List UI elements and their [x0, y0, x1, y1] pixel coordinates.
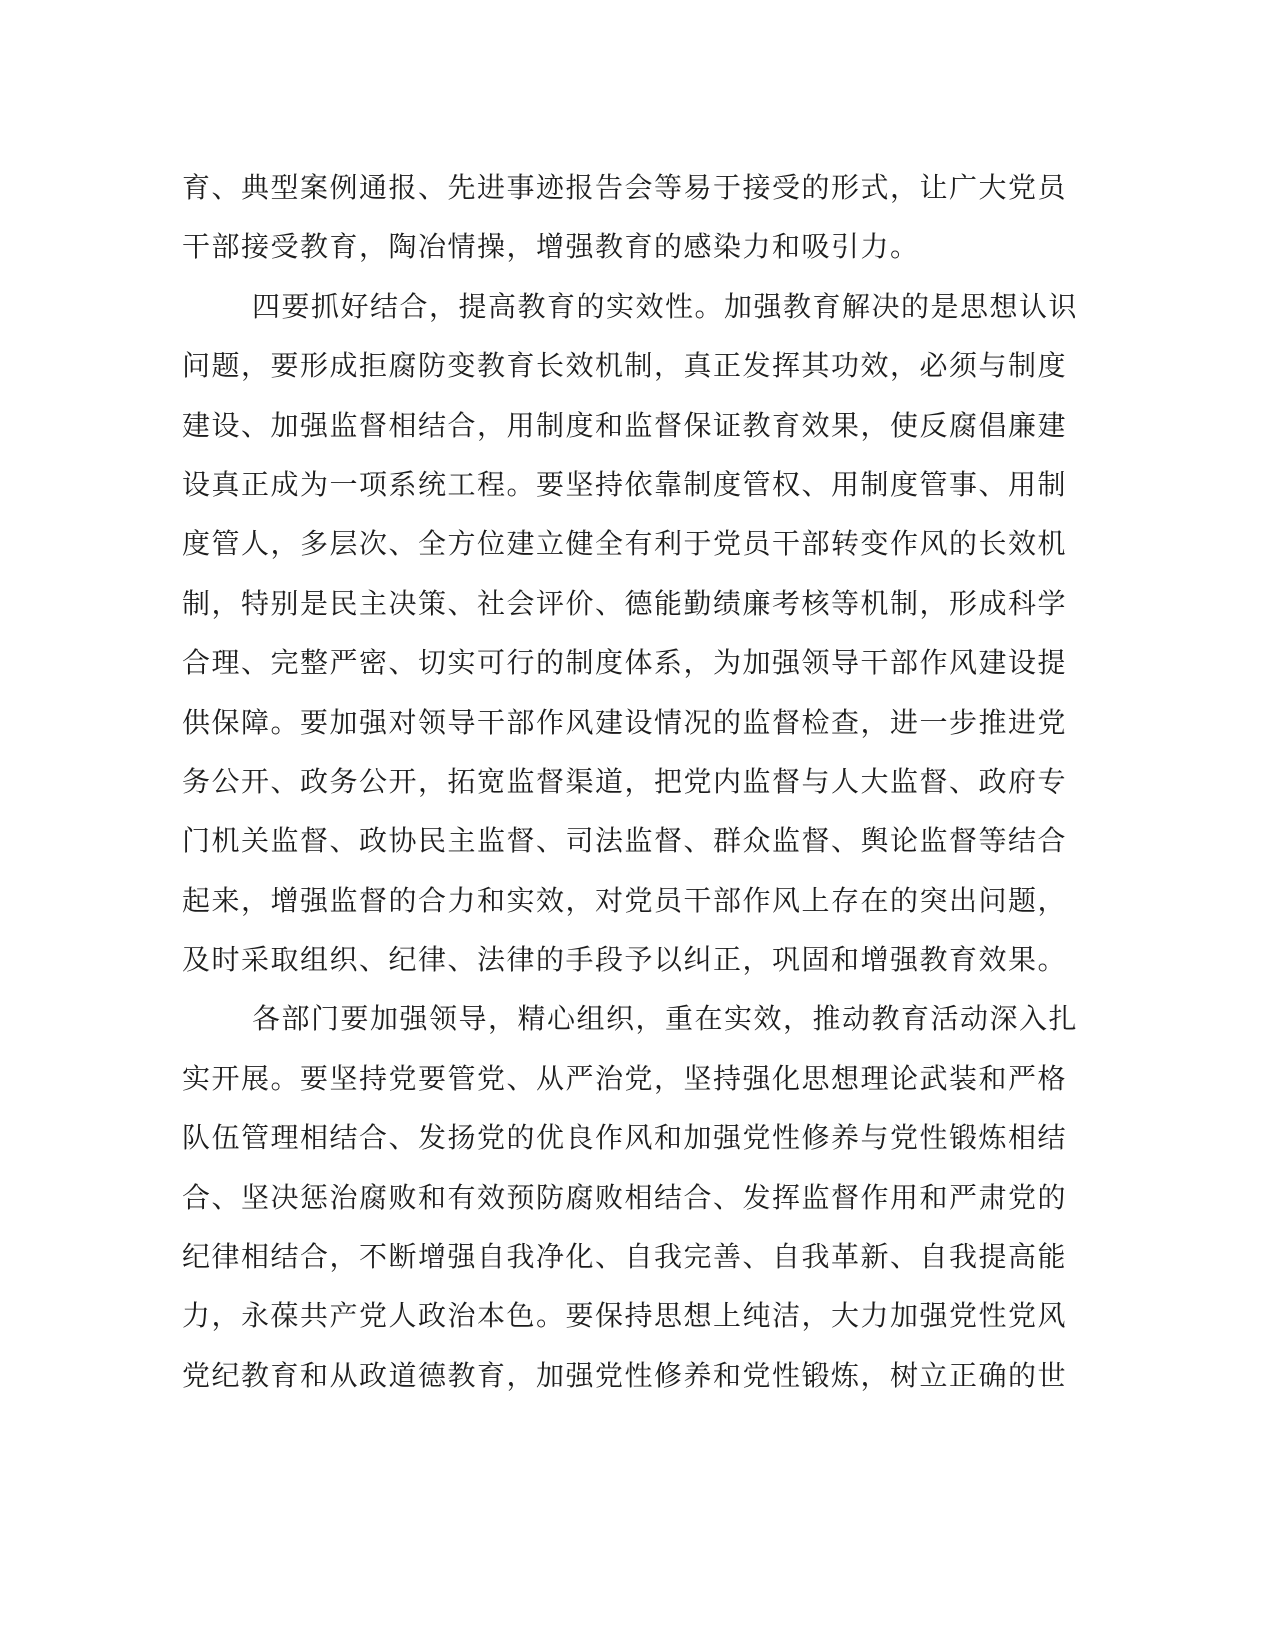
text-line: 及时采取组织、纪律、法律的手段予以纠正，巩固和增强教育效果。	[182, 943, 1068, 977]
text-line: 门机关监督、政协民主监督、司法监督、群众监督、舆论监督等结合	[182, 824, 1068, 858]
text-line: 队伍管理相结合、发扬党的优良作风和加强党性修养与党性锻炼相结	[182, 1121, 1068, 1155]
text-line: 实开展。要坚持党要管党、从严治党，坚持强化思想理论武装和严格	[182, 1061, 1068, 1095]
body-text	[182, 158, 1079, 1405]
text-line: 建设、加强监督相结合，用制度和监督保证教育效果，使反腐倡廉建	[182, 408, 1068, 442]
text-line: 起来，增强监督的合力和实效，对党员干部作风上存在的突出问题，	[182, 883, 1068, 917]
text-line: 育、典型案例通报、先进事迹报告会等易于接受的形式，让广大党员	[182, 171, 1068, 204]
text-line: 干部接受教育，陶冶情操，增强教育的感染力和吸引力。	[182, 230, 920, 264]
text-line: 合、坚决惩治腐败和有效预防腐败相结合、发挥监督作用和严肃党的	[182, 1180, 1068, 1214]
text-line: 设真正成为一项系统工程。要坚持依靠制度管权、用制度管事、用制	[182, 467, 1068, 501]
text-line: 力，永葆共产党人政治本色。要保持思想上纯洁，大力加强党性党风	[182, 1299, 1068, 1333]
paragraph-first-line: 四要抓好结合，提高教育的实效性。加强教育解决的是思想认识	[252, 289, 1079, 323]
text-line: 党纪教育和从政道德教育，加强党性修养和党性锻炼，树立正确的世	[182, 1358, 1068, 1392]
text-line: 度管人，多层次、全方位建立健全有利于党员干部转变作风的长效机	[182, 527, 1068, 561]
text-line: 纪律相结合，不断增强自我净化、自我完善、自我革新、自我提高能	[182, 1240, 1068, 1274]
text-line: 合理、完整严密、切实可行的制度体系，为加强领导干部作风建设提	[182, 646, 1068, 680]
text-line: 问题，要形成拒腐防变教育长效机制，真正发挥其功效，必须与制度	[182, 349, 1068, 383]
paragraph-first-line: 各部门要加强领导，精心组织，重在实效，推动教育活动深入扎	[252, 1002, 1079, 1036]
text-line: 制，特别是民主决策、社会评价、德能勤绩廉考核等机制，形成科学	[182, 586, 1068, 620]
text-line: 供保障。要加强对领导干部作风建设情况的监督检查，进一步推进党	[182, 705, 1068, 739]
text-line: 务公开、政务公开，拓宽监督渠道，把党内监督与人大监督、政府专	[182, 764, 1068, 798]
